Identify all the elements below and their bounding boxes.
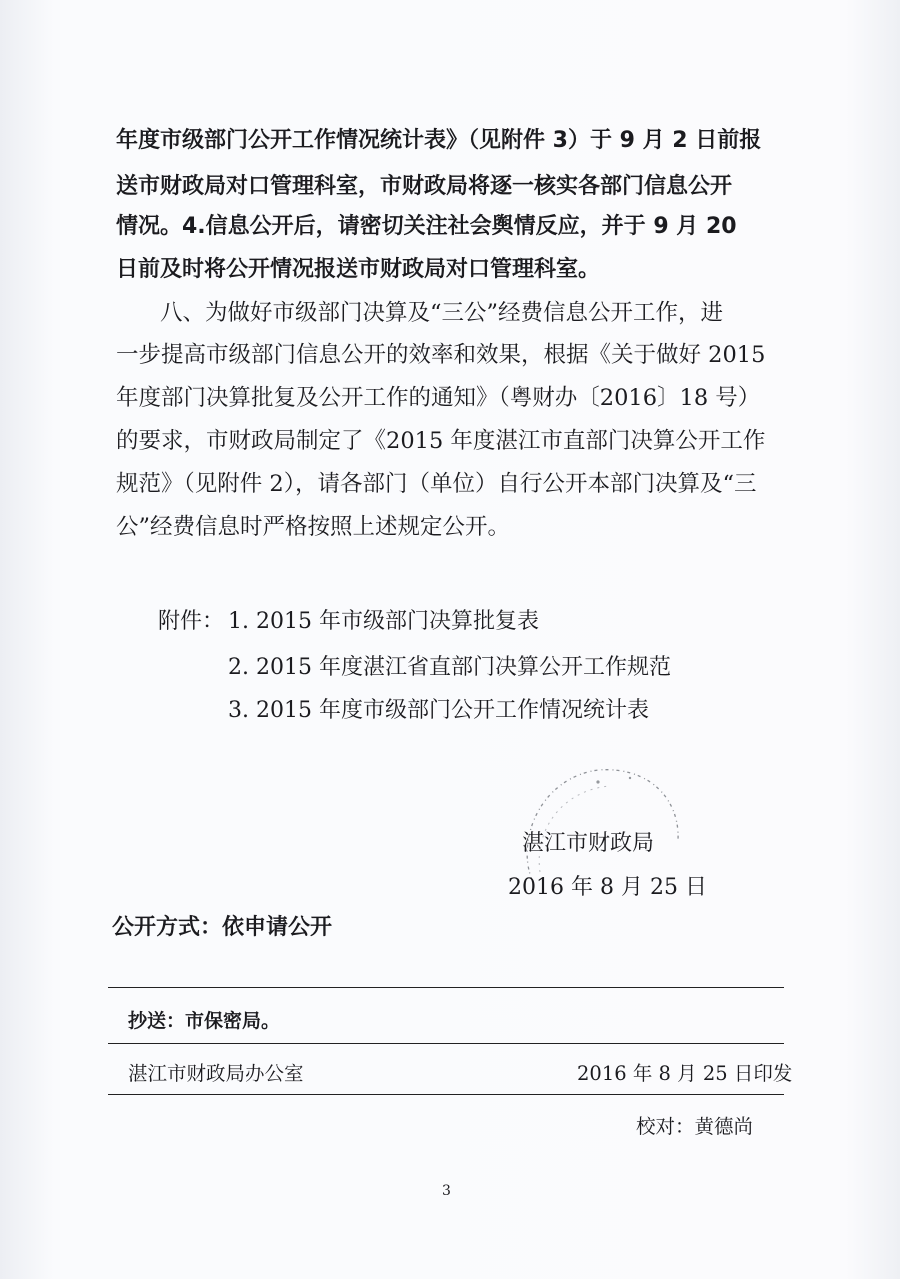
- footer-rule-middle: [108, 1043, 784, 1044]
- body-line-2: 送市财政局对口管理科室，市财政局将逐一核实各部门信息公开: [116, 174, 733, 199]
- body-line-8: 的要求，市财政局制定了《2015 年度湛江市直部门决算公开工作: [116, 428, 766, 454]
- issue-date: 2016 年 8 月 25 日: [508, 875, 707, 900]
- body-line-10: 公”经费信息时严格按照上述规定公开。: [116, 514, 511, 540]
- body-line-6: 一步提高市级部门信息公开的效率和效果，根据《关于做好 2015: [116, 342, 766, 368]
- disclosure-mode: 公开方式：依申请公开: [112, 915, 333, 940]
- issuing-office: 湛江市财政局办公室: [128, 1062, 304, 1085]
- attachment-item-1: 1. 2015 年市级部门决算批复表: [228, 609, 539, 634]
- body-line-9: 规范》（见附件 2），请各部门（单位）自行公开本部门决算及“三: [116, 471, 757, 497]
- body-line-7: 年度部门决算批复及公开工作的通知》（粤财办〔2016〕18 号）: [116, 385, 761, 411]
- print-date: 2016 年 8 月 25 日印发: [577, 1062, 793, 1085]
- body-line-4: 日前及时将公开情况报送市财政局对口管理科室。: [116, 257, 601, 282]
- body-line-3: 情况。4.信息公开后，请密切关注社会舆情反应，并于 9 月 20: [116, 214, 737, 239]
- attachment-item-2: 2. 2015 年度湛江省直部门决算公开工作规范: [228, 655, 671, 680]
- issuer-name: 湛江市财政局: [522, 831, 655, 856]
- attachment-item-3: 3. 2015 年度市级部门公开工作情况统计表: [228, 698, 649, 723]
- body-line-1: 年度市级部门公开工作情况统计表》（见附件 3）于 9 月 2 日前报: [116, 128, 762, 153]
- cc-line: 抄送：市保密局。: [128, 1010, 281, 1032]
- footer-rule-bottom: [108, 1094, 784, 1095]
- attachments-label: 附件：: [158, 609, 225, 634]
- footer-rule-top: [108, 987, 784, 988]
- proofreader: 校对：黄德尚: [636, 1115, 754, 1138]
- page-number: 3: [442, 1183, 451, 1199]
- body-line-5: 八、为做好市级部门决算及“三公”经费信息公开工作，进: [160, 300, 724, 326]
